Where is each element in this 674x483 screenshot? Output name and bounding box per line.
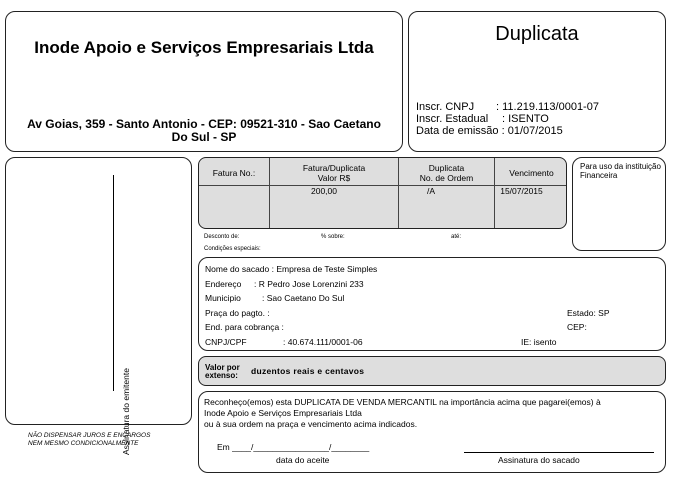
cell-valor: 200,00 [311, 186, 337, 196]
extenso-box [198, 356, 666, 386]
header-vencimento: Vencimento [509, 167, 554, 178]
desconto-label: Desconto de: [204, 234, 240, 240]
juros-note-line1: NÃO DISPENSAR JUROS E ENCARGOS [28, 432, 151, 439]
institution-box [572, 157, 666, 251]
institution-label: Para uso da instituição Financeira [580, 162, 661, 180]
sacado-box [198, 257, 666, 351]
emissao-value: : 01/07/2015 [501, 125, 563, 137]
sacado-cnpj-value: : 40.674.111/0001-06 [283, 337, 363, 347]
aceite-date-line: Em ____/________________/________ [217, 442, 370, 452]
sacado-municipio-value: : Sao Caetano Do Sul [262, 293, 345, 303]
ate-label: até: [451, 234, 462, 240]
aceite-date-label: data do aceite [276, 455, 330, 465]
sacado-municipio-label: Municipio [205, 293, 241, 303]
sacado-endereco-label: Endereço [205, 279, 242, 289]
sacado-praca: Praça do pagto. : [205, 308, 270, 318]
reconhecimento-text [204, 397, 659, 430]
company-header [5, 11, 403, 152]
condicoes-label: Condições especiais: [204, 246, 261, 252]
sacado-nome: Nome do sacado : Empresa de Teste Simples [205, 264, 378, 274]
sacado-ie: IE: isento [521, 337, 557, 347]
header-valor: Fatura/Duplicata Valor R$ [302, 162, 366, 183]
sacado-estado: Estado: SP [567, 308, 610, 318]
sacado-endereco-line [205, 279, 364, 289]
cnpj-value: : 11.219.113/0001-07 [496, 101, 599, 113]
cell-no-ordem: /A [426, 186, 436, 196]
extenso-value: duzentos reais e centavos [251, 366, 365, 376]
sacado-cnpj-label: CNPJ/CPF [205, 337, 247, 347]
extenso-label-line1: Valor por [205, 363, 240, 372]
juros-note-line2: NEM MESMO CONDICIONALMENTE [28, 439, 139, 447]
extenso-label [205, 364, 240, 380]
company-address: Av Goias, 359 - Santo Antonio - CEP: 09521-310 - Sao Caetano Do Sul - SP [27, 117, 381, 144]
fatura-table [198, 157, 567, 229]
reconhecimento-line3: ou à sua ordem na praça e vencimento acima indicados. [204, 419, 418, 429]
emissao-label: Data de emissão [416, 125, 499, 137]
sacado-municipio-line [205, 293, 344, 303]
reconhecimento-line2: Inode Apoio e Serviços Empresariais Ltda [204, 408, 362, 418]
sacado-signature-label: Assinatura do sacado [498, 455, 580, 465]
cell-vencimento: 15/07/2015 [500, 186, 543, 196]
header-no-ordem: Duplicata No. de Ordem [419, 162, 474, 183]
estadual-value: : ISENTO [502, 113, 549, 125]
duplicata-title: Duplicata [495, 23, 579, 45]
reconhecimento-line1: Reconheço(emos) esta DUPLICATA DE VENDA MERCANTIL na importância acima que pagarei(emos) à [204, 397, 601, 407]
extenso-label-line2: extenso: [205, 371, 238, 380]
reconhecimento-box [198, 391, 666, 473]
sacado-endereco-value: : R Pedro Jose Lorenzini 233 [254, 279, 364, 289]
juros-note [28, 432, 150, 447]
cnpj-line [416, 101, 599, 113]
sobre-label: % sobre: [321, 234, 345, 240]
signature-label: Assinatura do emitente [121, 368, 131, 455]
signature-line [113, 175, 114, 391]
estadual-label: Inscr. Estadual [416, 113, 489, 125]
sacado-signature-line [464, 452, 654, 453]
cnpj-label: Inscr. CNPJ [416, 101, 475, 113]
estadual-line [416, 113, 549, 125]
header-fatura-no: Fatura No.: [212, 167, 256, 178]
sacado-cnpj-line [205, 337, 363, 347]
sacado-cep: CEP: [567, 322, 587, 332]
duplicata-header [408, 11, 666, 152]
sacado-cobranca: End. para cobrança : [205, 322, 284, 332]
emissao-line [416, 125, 563, 137]
company-name: Inode Apoio e Serviços Empresariais Ltda [34, 38, 374, 57]
